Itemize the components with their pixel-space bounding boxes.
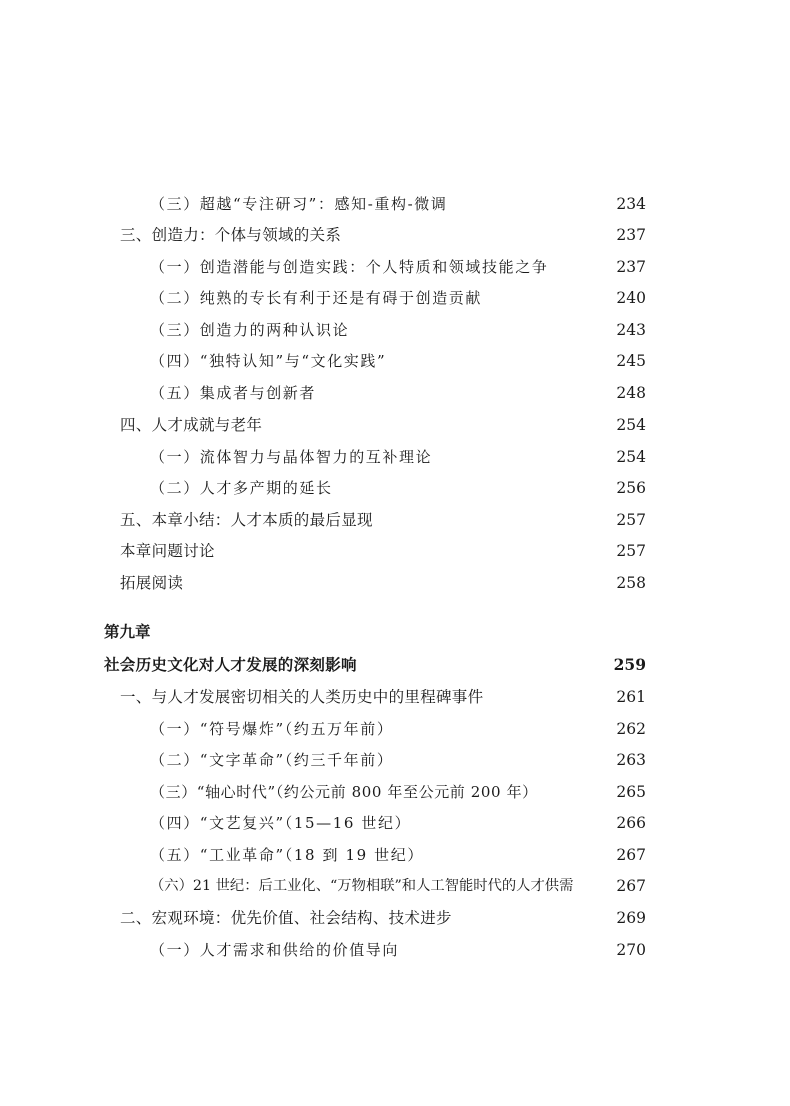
toc-entry-page: 254 [616, 448, 646, 466]
toc-entry-page: 234 [616, 195, 646, 213]
toc-entry-title: （二）纯熟的专长有利于还是有碍于创造贡献 [150, 289, 483, 307]
toc-entry-page: 245 [616, 352, 646, 370]
toc-entry-page: 237 [616, 226, 646, 244]
toc-entry [0, 413, 790, 437]
toc-entry-title: （四）“独特认知”与“文化实践” [150, 352, 387, 370]
toc-entry-page: 243 [616, 321, 646, 339]
toc-entry [0, 445, 790, 469]
toc-entry-title: 拓展阅读 [120, 574, 184, 592]
toc-entry [0, 717, 790, 741]
toc-entry [0, 571, 790, 595]
toc-entry [0, 938, 790, 962]
toc-entry-title: 四、人才成就与老年 [120, 416, 263, 434]
toc-entry-page: 267 [616, 846, 646, 864]
toc-entry [0, 255, 790, 279]
toc-entry-page: 257 [616, 511, 646, 529]
toc-entry-title: （一）人才需求和供给的价值导向 [150, 941, 400, 959]
toc-entry-page: 269 [616, 909, 646, 927]
toc-entry [0, 906, 790, 930]
toc-entry [0, 192, 790, 216]
toc-entry-page: 256 [616, 479, 646, 497]
toc-entry-page: 265 [616, 783, 646, 801]
toc-entry [0, 843, 790, 867]
toc-entry [0, 349, 790, 373]
toc-entry [0, 476, 790, 500]
toc-entry-title: （二）“文字革命”（约三千年前） [150, 751, 394, 769]
toc-entry-page: 248 [616, 384, 646, 402]
toc-entry-title: 一、与人才发展密切相关的人类历史中的里程碑事件 [120, 688, 484, 706]
toc-entry-title: （五）集成者与创新者 [150, 384, 317, 402]
toc-entry-title: （一）创造潜能与创造实践：个人特质和领域技能之争 [150, 258, 549, 276]
toc-entry-title: （五）“工业革命”（18 到 19 世纪） [150, 846, 424, 864]
toc-entry-page: 270 [616, 941, 646, 959]
toc-entry-page: 257 [616, 542, 646, 560]
toc-entry [0, 685, 790, 709]
toc-entry-title: （六）21 世纪：后工业化、“万物相联”和人工智能时代的人才供需 [150, 878, 574, 894]
toc-entry [0, 508, 790, 532]
toc-entry-title: 三、创造力：个体与领域的关系 [120, 226, 342, 244]
toc-entry [0, 780, 790, 804]
toc-entry-title: 社会历史文化对人才发展的深刻影响 [104, 655, 357, 674]
toc-entry-page: 254 [616, 416, 646, 434]
toc-entry-title: 二、宏观环境：优先价值、社会结构、技术进步 [120, 909, 452, 927]
toc-entry-page: 262 [616, 720, 646, 738]
toc-entry [0, 748, 790, 772]
toc-entry-title: 本章问题讨论 [120, 542, 215, 560]
toc-entry-title: （二）人才多产期的延长 [150, 479, 333, 497]
toc-entry-title: 五、本章小结：人才本质的最后显现 [120, 511, 373, 529]
toc-entry [0, 381, 790, 405]
chapter-heading: 第九章 [104, 622, 151, 641]
toc-entry [0, 223, 790, 247]
toc-entry-title: （三）超越“专注研习”：感知-重构-微调 [150, 195, 448, 213]
toc-entry [0, 811, 790, 835]
toc-entry-page: 267 [616, 877, 646, 895]
toc-entry [0, 874, 790, 898]
toc-entry-title: （一）流体智力与晶体智力的互补理论 [150, 448, 433, 466]
toc-entry [0, 539, 790, 563]
toc-entry-title: （三）创造力的两种认识论 [150, 321, 350, 339]
toc-entry [0, 286, 790, 310]
toc-entry-title: （四）“文艺复兴”（15—16 世纪） [150, 814, 412, 832]
toc-entry [0, 318, 790, 342]
toc-entry-page: 237 [616, 258, 646, 276]
toc-entry-page: 263 [616, 751, 646, 769]
toc-entry-title: （一）“符号爆炸”（约五万年前） [150, 720, 394, 738]
toc-entry-page: 261 [616, 688, 646, 706]
toc-entry-page: 259 [613, 655, 646, 674]
toc-entry-page: 266 [616, 814, 646, 832]
chapter-title-entry [0, 653, 790, 677]
toc-entry-title: （三）“轴心时代”（约公元前 800 年至公元前 200 年） [150, 783, 538, 801]
toc-entry-page: 240 [616, 289, 646, 307]
toc-entry-page: 258 [616, 574, 646, 592]
